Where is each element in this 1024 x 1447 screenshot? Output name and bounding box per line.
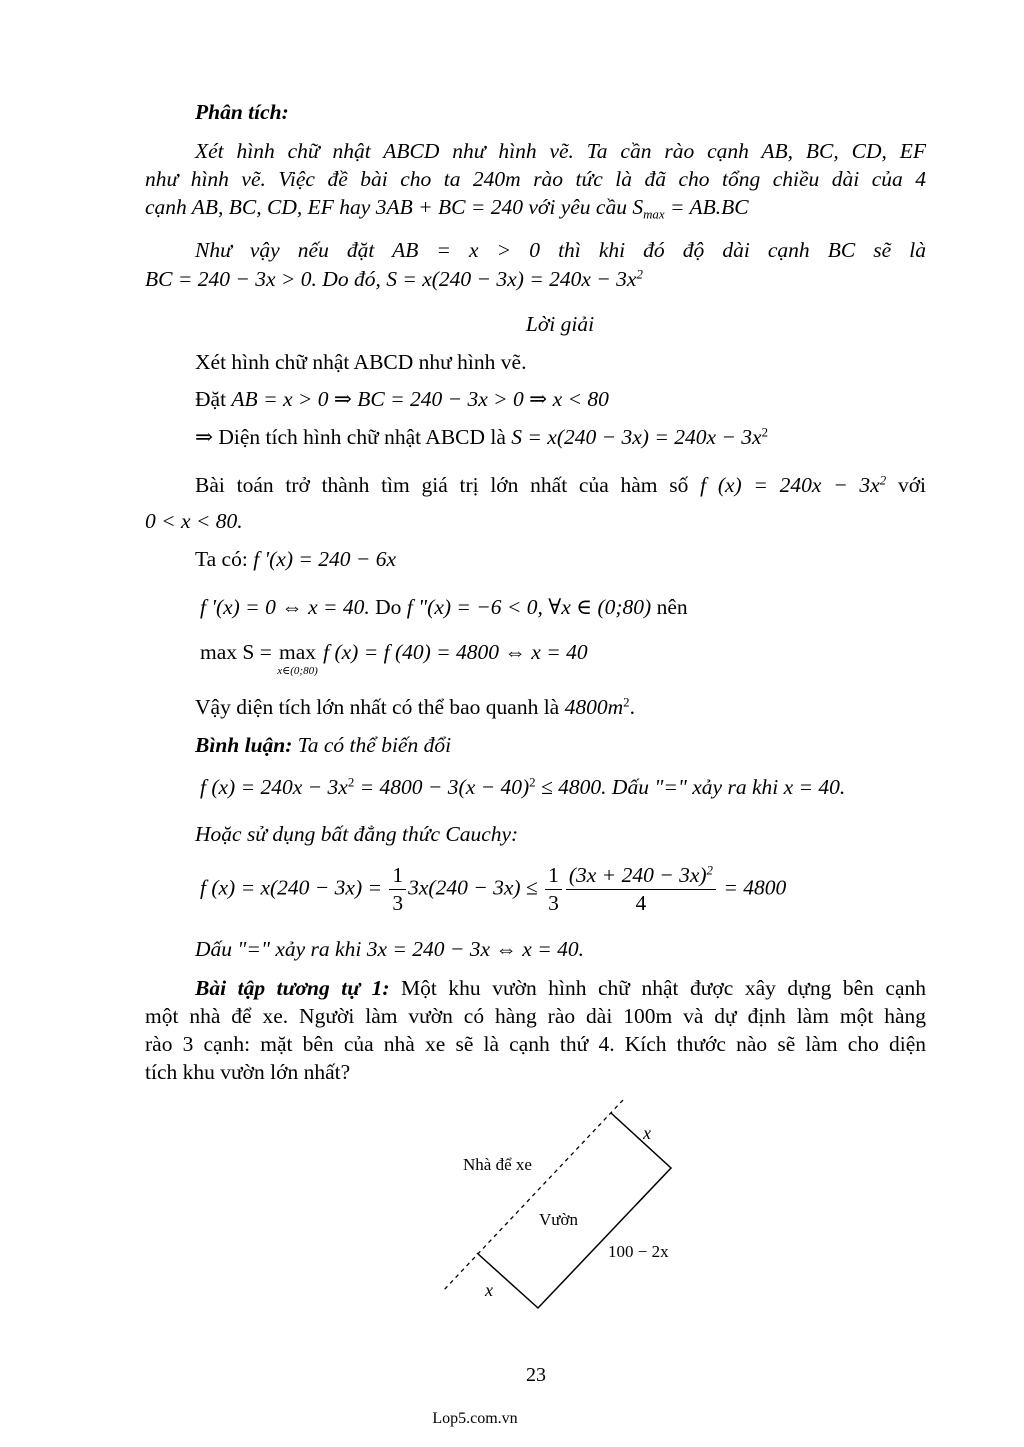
math: f (x) = x(240 − 3x) = <box>200 875 383 900</box>
denominator: 3 <box>548 890 559 915</box>
text: Dấu "=" xảy ra khi <box>195 937 362 961</box>
solution-line5: 0 < x < 80. <box>145 509 243 533</box>
math: = AB.BC <box>669 195 749 219</box>
text: Ta có: <box>195 547 248 571</box>
solution-line6 <box>195 547 396 573</box>
analysis-heading: Phân tích: <box>195 100 289 124</box>
limit: x∈(0;80) <box>277 664 318 677</box>
exponent: 2 <box>879 473 887 488</box>
math: 3x = 240 − 3x ⇔ x = 40. <box>366 937 584 961</box>
x-label-top: x <box>643 1123 651 1143</box>
comment-line1 <box>195 733 451 759</box>
comment-line5 <box>195 937 584 963</box>
solution-line3 <box>195 425 768 451</box>
exponent: 2 <box>623 695 630 710</box>
text: max S = <box>200 640 272 664</box>
analysis-p2-line1 <box>195 238 926 264</box>
text: Vậy diện tích lớn nhất có thể bao quanh là <box>195 695 560 719</box>
math: 3x(240 − 3x) ≤ <box>408 875 538 900</box>
house-dashed-side <box>442 1100 623 1292</box>
math: f '(x) = 240 − 6x <box>253 547 397 571</box>
math: 3AB + BC = 240 <box>375 195 523 219</box>
exponent: 2 <box>347 775 355 790</box>
numerator: 1 <box>545 862 562 890</box>
garden-label: Vườn <box>539 1210 578 1229</box>
exercise-line1 <box>195 976 926 1002</box>
solution-line4 <box>195 473 926 499</box>
exercise-line4: tích khu vườn lớn nhất? <box>145 1060 351 1084</box>
exponent: 2 <box>706 863 713 878</box>
fraction-cauchy <box>566 862 716 917</box>
math: = 4800 − 3(x − 40) <box>354 775 530 799</box>
x-label-bottom: x <box>485 1280 493 1300</box>
math: S = x(240 − 3x) = 240x − 3x <box>511 425 762 449</box>
side-label: 100 − 2x <box>608 1242 669 1261</box>
text: Do <box>375 595 402 619</box>
comment-line3: Hoặc sử dụng bất đẳng thức Cauchy: <box>195 822 519 846</box>
fraction-one-third <box>545 862 562 917</box>
math: 4800m <box>564 695 624 719</box>
math: ≤ 4800. <box>535 775 607 799</box>
math: f '(x) = 0 ⇔ x = 40. <box>200 595 370 619</box>
text: Đặt <box>195 387 227 411</box>
math: f (x) = 240x − 3x <box>700 473 880 497</box>
text: Dấu "=" xảy ra khi <box>611 775 779 799</box>
house-label: Nhà để xe <box>463 1155 532 1174</box>
comment-heading: Bình luận: <box>195 733 293 757</box>
math: BC = 240 − 3x > 0. <box>145 267 317 291</box>
garden-figure <box>430 1095 700 1315</box>
text: . <box>629 695 635 719</box>
subscript: max <box>643 207 665 222</box>
exercise-line2: một nhà để xe. Người làm vườn có hàng rào dài 100m và dự định làm một hàng <box>145 1004 926 1028</box>
comment-line2 <box>200 775 845 801</box>
text: max <box>278 640 316 664</box>
solution-line2 <box>195 387 609 413</box>
denominator: 3 <box>392 890 404 915</box>
exponent: 2 <box>636 267 643 282</box>
analysis-p2-line2 <box>145 267 643 293</box>
text: cạnh AB, BC, CD, EF hay <box>145 195 371 219</box>
text: Một khu vườn hình chữ nhật được xây dựng bên cạnh <box>401 976 927 1000</box>
text: ⇒ Diện tích hình chữ nhật ABCD là <box>195 425 506 449</box>
text: Ta có thể biến đổi <box>297 733 452 757</box>
math: f (x) = 240x − 3x <box>200 775 348 799</box>
max-operator <box>277 640 318 677</box>
math: (3x + 240 − 3x) <box>568 863 707 887</box>
math: S = x(240 − 3x) = 240x − 3x <box>386 267 637 291</box>
analysis-p1-line1: Xét hình chữ nhật ABCD như hình vẽ. Ta cần rào cạnh AB, BC, CD, EF <box>195 139 926 163</box>
math: AB = x > 0 ⇒ BC = 240 − 3x > 0 ⇒ x < 80 <box>231 387 609 411</box>
numerator: 1 <box>389 862 406 890</box>
text: nên <box>656 595 688 619</box>
text: thì khi đó độ dài cạnh BC sẽ là <box>558 238 927 262</box>
math: f (x) = f (40) = 4800 ⇔ x = 40 <box>323 640 588 664</box>
exercise-line3: rào 3 cạnh: mặt bên của nhà xe sẽ là cạnh thứ 4. Kích thước nào sẽ làm cho diện <box>145 1032 926 1056</box>
solution-line1: Xét hình chữ nhật ABCD như hình vẽ. <box>195 350 527 374</box>
solution-line8 <box>200 640 588 677</box>
exercise-heading: Bài tập tương tự 1: <box>195 976 390 1000</box>
denominator: 4 <box>635 890 647 915</box>
exponent: 2 <box>529 775 536 790</box>
math: f "(x) = −6 < 0, ∀x ∈ (0;80) <box>406 595 652 619</box>
text: Như vậy nếu đặt <box>195 238 375 262</box>
text: với yêu cầu <box>528 195 627 219</box>
math: x = 40. <box>783 775 846 799</box>
analysis-p1-line3: cạnh AB, BC, CD, EF hay 3AB + BC = 240 với yêu cầu $S_{max} = AB.BC$ <box>145 195 749 222</box>
math: = 4800 <box>723 875 787 900</box>
text: Bài toán trở thành tìm giá trị lớn nhất của hàm số <box>195 473 689 497</box>
page-number: 23 <box>526 1364 546 1386</box>
comment-line4 <box>200 862 786 917</box>
solution-line7 <box>200 595 688 621</box>
fraction-one-third <box>389 862 406 917</box>
footer-site: Lop5.com.vn <box>432 1410 518 1427</box>
math: AB = x > 0 <box>392 238 540 262</box>
text: với <box>897 473 927 497</box>
solution-heading: Lời giải <box>525 312 595 336</box>
exponent: 2 <box>761 425 769 440</box>
analysis-p1-line2: như hình vẽ. Việc đề bài cho ta 240m rào tức là đã cho tổng chiều dài của 4 <box>145 167 926 191</box>
text: Do đó, <box>322 267 381 291</box>
solution-line9 <box>195 695 635 721</box>
